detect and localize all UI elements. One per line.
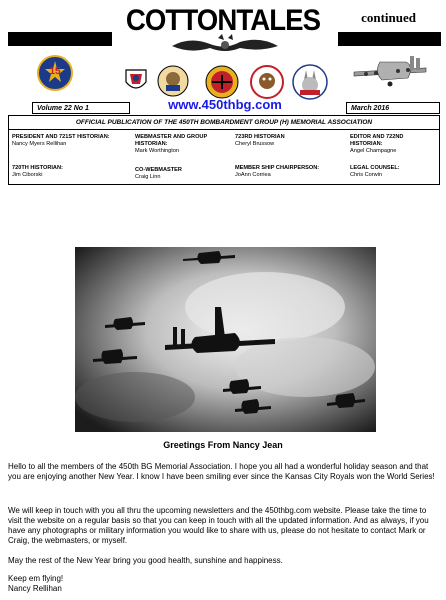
officer-entry (350, 134, 436, 155)
officer-role: 720TH HISTORIAN: (12, 165, 63, 171)
squadron-patch-bomber-icon (205, 65, 239, 99)
officer-name: Chris Corwin (350, 172, 383, 178)
officer-entry (12, 134, 132, 148)
officer-name: Nancy Myers Rellihan (12, 141, 67, 147)
letter-paragraph: We will keep in touch with you all thru the upcoming newsletters and the 450thbg.com website. Please take the time to visit the website on a regular basis so that you can keep in touch with all the updated information. And as always, if you have any photographs or military information you would like to share with us, please do not hesitate to contact Mark or Craig, the webmasters, or myself. (8, 506, 429, 545)
officer-role: 723RD HISTORIAN (235, 134, 285, 140)
officer-name: Jim Ciborski (12, 172, 43, 178)
officer-role: WEBMASTER AND GROUP HISTORIAN: (135, 134, 208, 147)
officer-name: JoAnn Corriea (235, 172, 271, 178)
officer-name: Angel Champagne (350, 148, 397, 154)
officer-entry (235, 134, 335, 148)
letter-paragraph: May the rest of the New Year bring you good health, sunshine and happiness. (8, 556, 283, 565)
rabbit-ornament-icon (170, 34, 280, 56)
officer-role: LEGAL COUNSEL: (350, 165, 400, 171)
website-link[interactable]: www.450thbg.com (168, 97, 282, 112)
newsletter-title: COTTONTALES (125, 4, 321, 37)
signoff-line: Keep em flying! (8, 574, 64, 583)
officer-name: Cheryl Brussow (235, 141, 275, 147)
emblem-number: 15 (49, 66, 61, 77)
officer-entry (12, 165, 132, 179)
officer-entry (235, 165, 347, 179)
officer-entry (350, 165, 436, 179)
squadron-patch-character-icon (157, 65, 189, 97)
left-black-bar (8, 32, 112, 46)
squadron-patch-rabbit-icon (292, 64, 328, 100)
bomber-formation-icon (75, 247, 376, 432)
officer-role: PRESIDENT AND 721ST HISTORIAN: (12, 134, 110, 140)
officer-name: Craig Linn (135, 174, 161, 180)
fifteenth-air-force-emblem (37, 55, 73, 91)
officer-name: Mark Worthington (135, 148, 180, 154)
issue-date: March 2016 (346, 102, 440, 114)
squadron-patch-shield-icon (122, 66, 150, 94)
signature-name: Nancy Rellihan (8, 584, 62, 593)
officer-entry (135, 134, 230, 155)
right-black-bar (338, 32, 441, 46)
bombers-formation-photo (75, 247, 376, 432)
volume-number: Volume 22 No 1 (32, 102, 130, 114)
officer-role: CO-WEBMASTER (135, 167, 182, 173)
officer-role: EDITOR AND 722ND HISTORIAN: (350, 134, 404, 147)
letter-paragraph: Hello to all the members of the 450th BG Memorial Association. I hope you all had a wonderful holiday season and that you are enjoying another New Year. I know I have been smiling ever since the Kansas City Royals won the World Series! (8, 462, 435, 481)
officer-entry (135, 167, 230, 181)
squadron-patch-dog-icon (250, 65, 284, 99)
photo-caption: Greetings From Nancy Jean (163, 440, 283, 450)
b24-bomber-illustration-icon (350, 52, 430, 94)
official-publication-line: OFFICIAL PUBLICATION OF THE 450TH BOMBARDMENT GROUP (H) MEMORIAL ASSOCIATION (8, 115, 440, 130)
continued-label: continued (361, 10, 416, 25)
officer-role: MEMBER SHIP CHAIRPERSON: (235, 165, 320, 171)
